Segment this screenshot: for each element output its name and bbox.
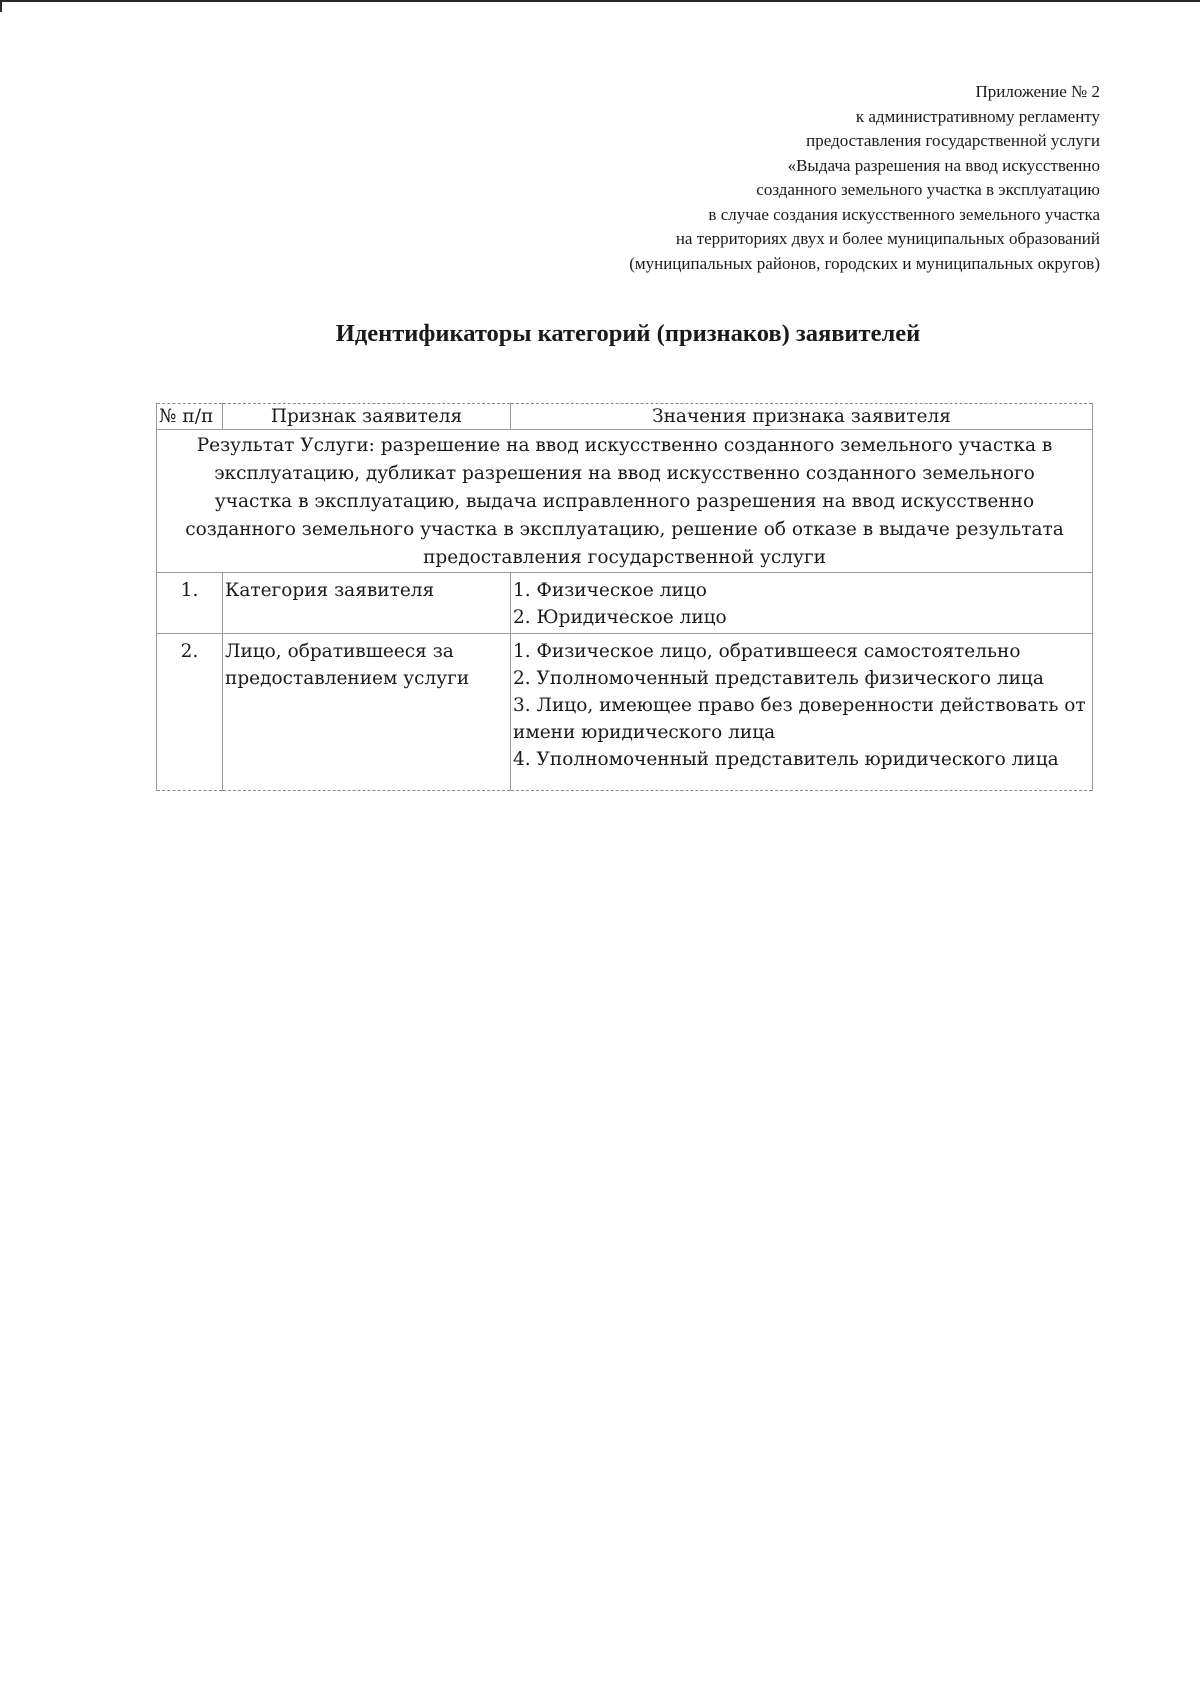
sign-value: 4. Уполномоченный представитель юридического лица (513, 749, 1059, 770)
result-line: Результат Услуги: разрешение на ввод искусственно созданного земельного участка в (196, 435, 1053, 456)
result-line: предоставления государственной услуги (423, 547, 826, 568)
row-sign-values (511, 634, 1093, 791)
appendix-header (400, 80, 1100, 276)
sign-value: 3. Лицо, имеющее право без доверенности действовать от имени юридического лица (513, 695, 1086, 743)
appendix-line: на территориях двух и более муниципальных образований (675, 229, 1100, 248)
row-applicant-sign: Категория заявителя (223, 573, 511, 634)
sign-value: 2. Уполномоченный представитель физического лица (513, 668, 1044, 689)
scan-edge-left (0, 0, 2, 12)
scan-edge-top (0, 0, 1200, 2)
appendix-line: предоставления государственной услуги (806, 131, 1100, 150)
result-row (157, 430, 1093, 573)
table-row (157, 634, 1093, 791)
appendix-line: «Выдача разрешения на ввод искусственно (787, 155, 1100, 175)
document-title: Идентификаторы категорий (признаков) заявителей (335, 320, 921, 347)
appendix-line: созданного земельного участка в эксплуатацию (756, 180, 1100, 199)
appendix-line: в случае создания искусственного земельного участка (708, 204, 1100, 224)
row-sign-values (511, 573, 1093, 634)
applicant-identifiers-table (156, 403, 1093, 791)
row-applicant-sign: Лицо, обратившееся за предоставлением услуги (223, 634, 511, 791)
sign-value: 2. Юридическое лицо (513, 607, 727, 628)
result-line: участка в эксплуатацию, выдача исправленного разрешения на ввод искусственно (214, 491, 1035, 512)
service-result-cell (157, 430, 1093, 573)
table-header-row (157, 404, 1093, 430)
row-number: 1. (157, 573, 223, 634)
result-line: эксплуатацию, дубликат разрешения на ввод искусственно созданного земельного (214, 463, 1035, 484)
header-applicant-sign: Признак заявителя (223, 404, 511, 430)
appendix-line: (муниципальных районов, городских и муниципальных округов) (629, 253, 1100, 273)
appendix-line: Приложение № 2 (975, 82, 1100, 101)
sign-value: 1. Физическое лицо, обратившееся самостоятельно (513, 641, 1021, 662)
result-line: созданного земельного участка в эксплуатацию, решение об отказе в выдаче результата (185, 519, 1064, 540)
header-sign-values: Значения признака заявителя (511, 404, 1093, 430)
table-row (157, 573, 1093, 634)
row-number: 2. (157, 634, 223, 791)
header-number: № п/п (157, 404, 223, 430)
appendix-line: к административному регламенту (855, 106, 1100, 126)
sign-value: 1. Физическое лицо (513, 580, 707, 601)
